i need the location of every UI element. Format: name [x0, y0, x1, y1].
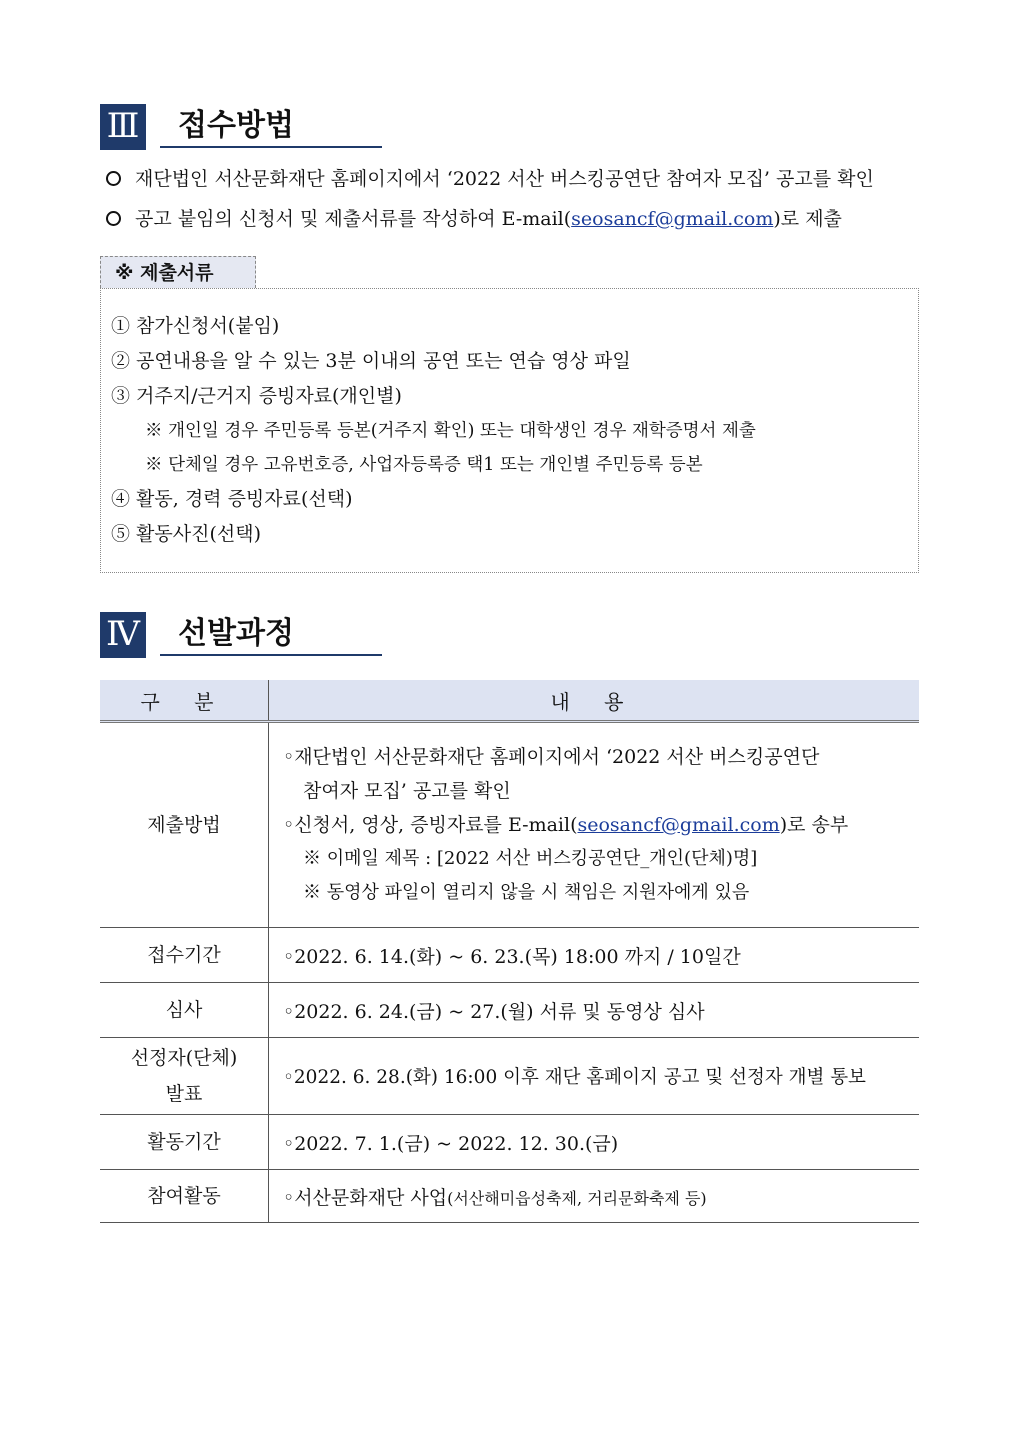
row-label: 심사 — [100, 983, 269, 1038]
row-label: 참여활동 — [100, 1170, 269, 1223]
document-item: ② 공연내용을 알 수 있는 3분 이내의 공연 또는 연습 영상 파일 — [111, 350, 631, 372]
row-label: 접수기간 — [100, 928, 269, 983]
table-row — [100, 722, 919, 928]
bullet-2-text-before: 공고 붙임의 신청서 및 제출서류를 작성하여 E-mail( — [135, 208, 572, 230]
table-header-row — [100, 680, 919, 722]
section3-bullet-1 — [106, 164, 874, 194]
content-line: ◦재단법인 서산문화재단 홈페이지에서 ‘2022 서산 버스킹공연단 — [283, 746, 820, 768]
content-text: )로 송부 — [779, 814, 849, 836]
section4-title: 선발과정 — [160, 614, 382, 656]
section3-title: 접수방법 — [160, 106, 382, 148]
section3-bullet-2 — [106, 204, 842, 234]
row-label: 제출방법 — [100, 722, 269, 928]
header-category: 구 분 — [100, 680, 269, 722]
row-content: ◦2022. 6. 28.(화) 16:00 이후 재단 홈페이지 공고 및 선정자 개별 통보 — [269, 1038, 920, 1115]
section4-numeral: Ⅳ — [100, 612, 146, 658]
row-content: ◦2022. 6. 24.(금) ~ 27.(월) 서류 및 동영상 심사 — [269, 983, 920, 1038]
documents-tab-label: ※ 제출서류 — [100, 256, 256, 288]
header-content: 내 용 — [269, 680, 920, 722]
row-content: ◦2022. 7. 1.(금) ~ 2022. 12. 30.(금) — [269, 1115, 920, 1170]
table-row — [100, 928, 919, 983]
document-item: ③ 거주지/근거지 증빙자료(개인별) — [111, 385, 402, 407]
selection-table — [100, 680, 919, 1223]
row-content: ◦2022. 6. 14.(화) ~ 6. 23.(목) 18:00 까지 / 10일간 — [269, 928, 920, 983]
row-label — [100, 1038, 269, 1115]
document-note: ※ 개인일 경우 주민등록 등본(거주지 확인) 또는 대학생인 경우 재학증명서 제출 — [145, 421, 756, 441]
content-line — [283, 808, 919, 842]
email-link[interactable]: seosancf@gmail.com — [577, 814, 780, 836]
content-text: ◦신청서, 영상, 증빙자료를 E-mail( — [283, 814, 578, 836]
document-item: ⑤ 활동사진(선택) — [111, 523, 261, 545]
bullet-2-text-after: )로 제출 — [773, 208, 842, 230]
document-item: ① 참가신청서(붙임) — [111, 315, 280, 337]
table-row — [100, 1038, 919, 1115]
document-item: ④ 활동, 경력 증빙자료(선택) — [111, 488, 353, 510]
document-note: ※ 단체일 경우 고유번호증, 사업자등록증 택1 또는 개인별 주민등록 등본 — [145, 455, 703, 475]
email-link[interactable]: seosancf@gmail.com — [571, 208, 774, 230]
table-row — [100, 983, 919, 1038]
circle-bullet-icon — [106, 171, 121, 186]
content-text: ◦서산문화재단 사업 — [283, 1186, 448, 1209]
row-label-line: 발표 — [165, 1083, 203, 1105]
table-row — [100, 1170, 919, 1223]
content-text-small: (서산해미읍성축제, 거리문화축제 등) — [447, 1188, 707, 1208]
circle-bullet-icon — [106, 211, 121, 226]
documents-box — [100, 288, 919, 573]
content-note: ※ 이메일 제목 : [2022 서산 버스킹공연단_개인(단체)명] — [303, 848, 758, 869]
row-label-line: 선정자(단체) — [130, 1047, 238, 1069]
row-content — [269, 722, 920, 928]
row-label: 활동기간 — [100, 1115, 269, 1170]
content-line: 참여자 모집’ 공고를 확인 — [303, 780, 511, 802]
table-row — [100, 1115, 919, 1170]
bullet-1-text: 재단법인 서산문화재단 홈페이지에서 ‘2022 서산 버스킹공연단 참여자 모집’ 공고를 확인 — [135, 168, 874, 190]
section3-numeral: Ⅲ — [100, 104, 146, 150]
content-note: ※ 동영상 파일이 열리지 않을 시 책임은 지원자에게 있음 — [303, 882, 750, 903]
row-content — [269, 1170, 920, 1223]
